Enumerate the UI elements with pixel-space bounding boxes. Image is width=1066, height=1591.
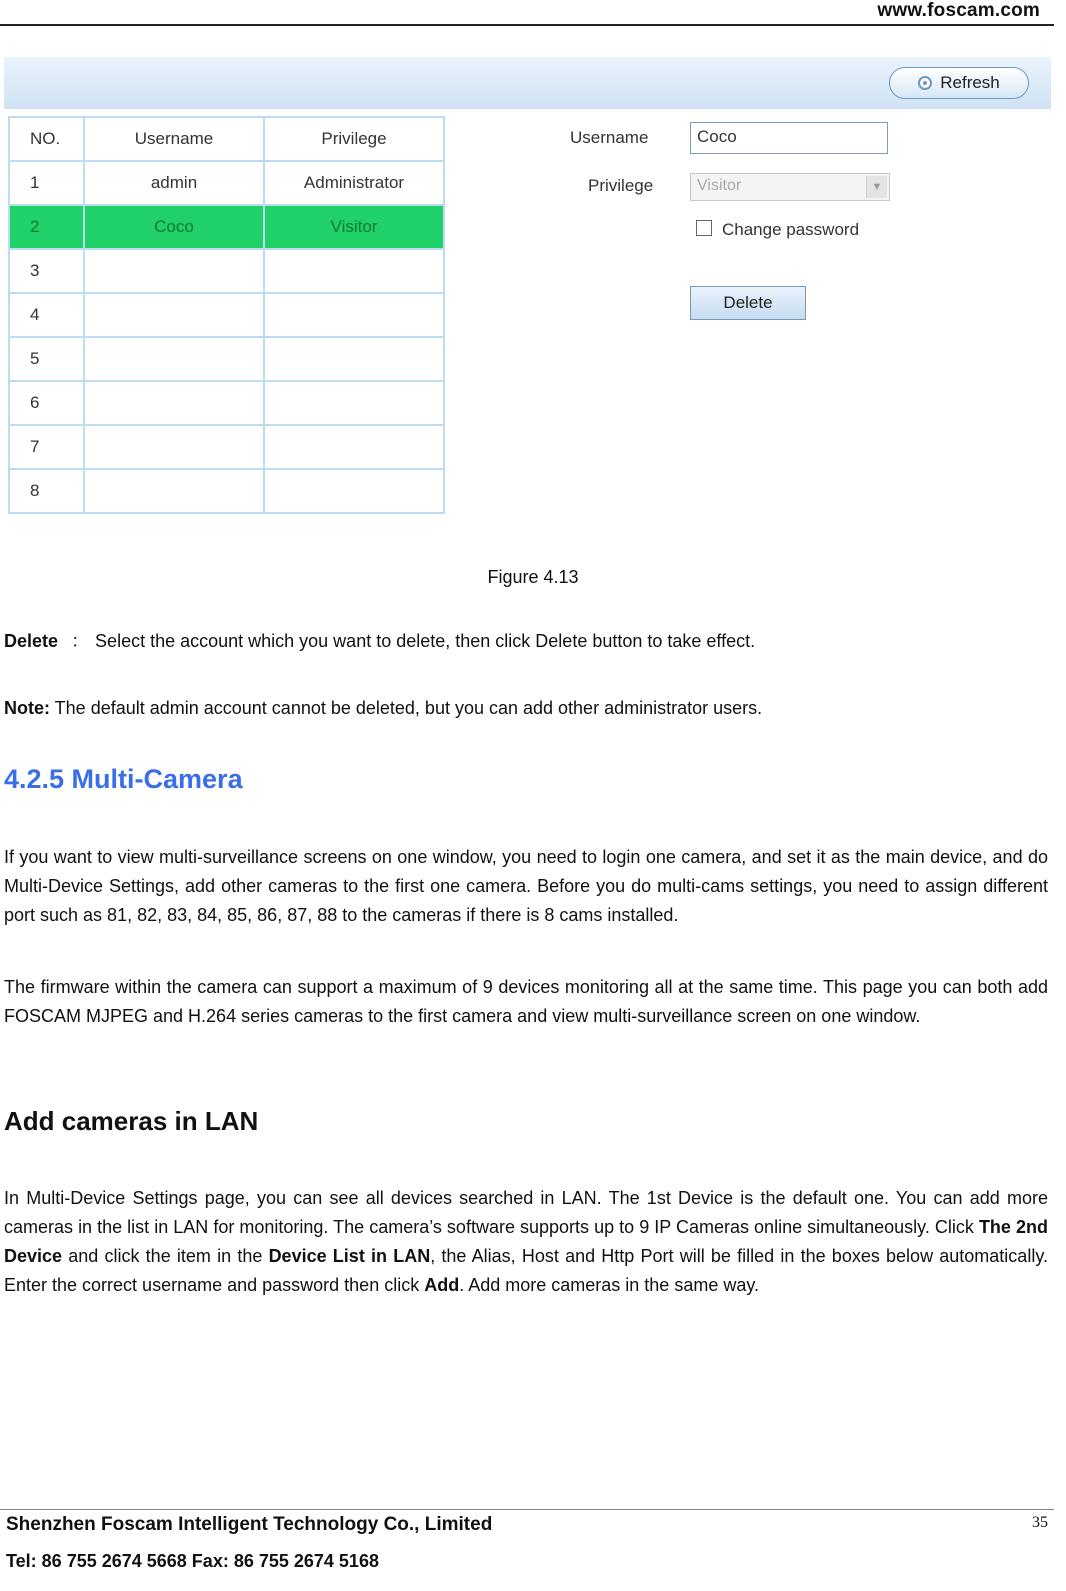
note-text: The default admin account cannot be deleted, but you can add other administrator users. bbox=[50, 698, 763, 718]
section-title: 4.2.5 Multi-Camera bbox=[4, 764, 243, 794]
sub-bold-2nd-device: The 2nd Device bbox=[4, 1217, 1048, 1266]
header-username: Username bbox=[84, 117, 264, 161]
privilege-label: Privilege bbox=[588, 176, 654, 195]
refresh-icon bbox=[918, 76, 932, 90]
delete-button[interactable]: Delete bbox=[690, 286, 806, 320]
cell-no: 6 bbox=[9, 381, 84, 425]
cell-privilege: Visitor bbox=[264, 205, 444, 249]
header-privilege: Privilege bbox=[264, 117, 444, 161]
cell-no: 5 bbox=[9, 337, 84, 381]
footer-contact: Tel: 86 755 2674 5668 Fax: 86 755 2674 5168 bbox=[6, 1551, 379, 1571]
cell-no: 4 bbox=[9, 293, 84, 337]
cell-username bbox=[84, 249, 264, 293]
subsection-title: Add cameras in LAN bbox=[4, 1106, 259, 1136]
figure-caption: Figure 4.13 bbox=[487, 567, 579, 587]
table-row[interactable] bbox=[9, 249, 444, 293]
sub-text-2: and click the item in the bbox=[62, 1246, 269, 1266]
site-url[interactable]: www.foscam.com bbox=[877, 0, 1040, 21]
sub-text-3: , the Alias, Host and Http Port will be filled in the boxes below automatically. Enter the correct username and password then click bbox=[4, 1246, 1048, 1295]
cell-privilege bbox=[264, 469, 444, 513]
cell-username bbox=[84, 469, 264, 513]
cell-no: 1 bbox=[9, 161, 84, 205]
delete-text: Select the account which you want to delete, then click Delete button to take effect. bbox=[95, 631, 756, 651]
username-input[interactable]: Coco bbox=[690, 122, 888, 154]
section-paragraph-1: If you want to view multi-surveillance screens on one window, you need to login one camera, and set it as the main device, and do Multi-Device Settings, add other cameras to the first one camera. Before you do multi-cams settings, you need to assign different port such as 81, 82, 83, 84, 85, 86, 87, 88 to the cameras if there is 8 cams installed. bbox=[4, 847, 1048, 925]
header-divider bbox=[0, 24, 1054, 26]
header-no: NO. bbox=[9, 117, 84, 161]
table-row[interactable] bbox=[9, 293, 444, 337]
subsection-paragraph bbox=[4, 1184, 1048, 1300]
delete-description bbox=[4, 628, 1048, 655]
cell-no: 2 bbox=[9, 205, 84, 249]
sub-bold-add: Add bbox=[424, 1275, 460, 1295]
user-accounts-screenshot bbox=[4, 57, 1051, 553]
cell-privilege bbox=[264, 249, 444, 293]
page-number: 35 bbox=[1032, 1514, 1048, 1531]
cell-username: Coco bbox=[84, 205, 264, 249]
cell-username bbox=[84, 425, 264, 469]
cell-username: admin bbox=[84, 161, 264, 205]
footer-divider bbox=[0, 1509, 1054, 1510]
user-table bbox=[8, 116, 445, 514]
sub-text-4: . Add more cameras in the same way. bbox=[459, 1275, 760, 1295]
toolbar bbox=[4, 57, 1051, 109]
chevron-down-icon: ▼ bbox=[866, 176, 887, 198]
cell-privilege bbox=[264, 293, 444, 337]
footer-company: Shenzhen Foscam Intelligent Technology Co., Limited bbox=[6, 1514, 493, 1535]
cell-privilege bbox=[264, 337, 444, 381]
username-label: Username bbox=[570, 128, 649, 147]
cell-no: 8 bbox=[9, 469, 84, 513]
cell-privilege bbox=[264, 381, 444, 425]
table-row[interactable] bbox=[9, 161, 444, 205]
cell-no: 3 bbox=[9, 249, 84, 293]
cell-privilege: Administrator bbox=[264, 161, 444, 205]
note-label: Note: bbox=[4, 698, 50, 718]
cell-username bbox=[84, 381, 264, 425]
table-header-row bbox=[9, 117, 444, 161]
refresh-label: Refresh bbox=[940, 73, 1000, 92]
change-password-label: Change password bbox=[722, 220, 860, 239]
table-row-selected[interactable] bbox=[9, 205, 444, 249]
note-paragraph bbox=[4, 695, 1048, 722]
table-row[interactable] bbox=[9, 381, 444, 425]
refresh-button[interactable] bbox=[889, 67, 1029, 99]
change-password-checkbox[interactable] bbox=[696, 220, 712, 236]
delete-separator: ： bbox=[71, 631, 90, 651]
section-paragraph-2: The firmware within the camera can support a maximum of 9 devices monitoring all at the same time. This page you can both add FOSCAM MJPEG and H.264 series cameras to the first camera and view multi-surveillance screen on one window. bbox=[4, 977, 1048, 1026]
cell-username bbox=[84, 337, 264, 381]
table-row[interactable] bbox=[9, 469, 444, 513]
sub-text-1: In Multi-Device Settings page, you can see all devices searched in LAN. The 1st Device is the default one. You can add more cameras in the list in LAN for monitoring. The camera’s software supports up to 9 IP Cameras online simultaneously. Click bbox=[4, 1188, 1048, 1237]
privilege-select[interactable] bbox=[690, 173, 890, 201]
cell-username bbox=[84, 293, 264, 337]
privilege-value: Visitor bbox=[697, 177, 742, 194]
sub-bold-device-list: Device List in LAN bbox=[268, 1246, 431, 1266]
delete-term: Delete bbox=[4, 631, 59, 651]
cell-no: 7 bbox=[9, 425, 84, 469]
table-row[interactable] bbox=[9, 337, 444, 381]
table-row[interactable] bbox=[9, 425, 444, 469]
cell-privilege bbox=[264, 425, 444, 469]
